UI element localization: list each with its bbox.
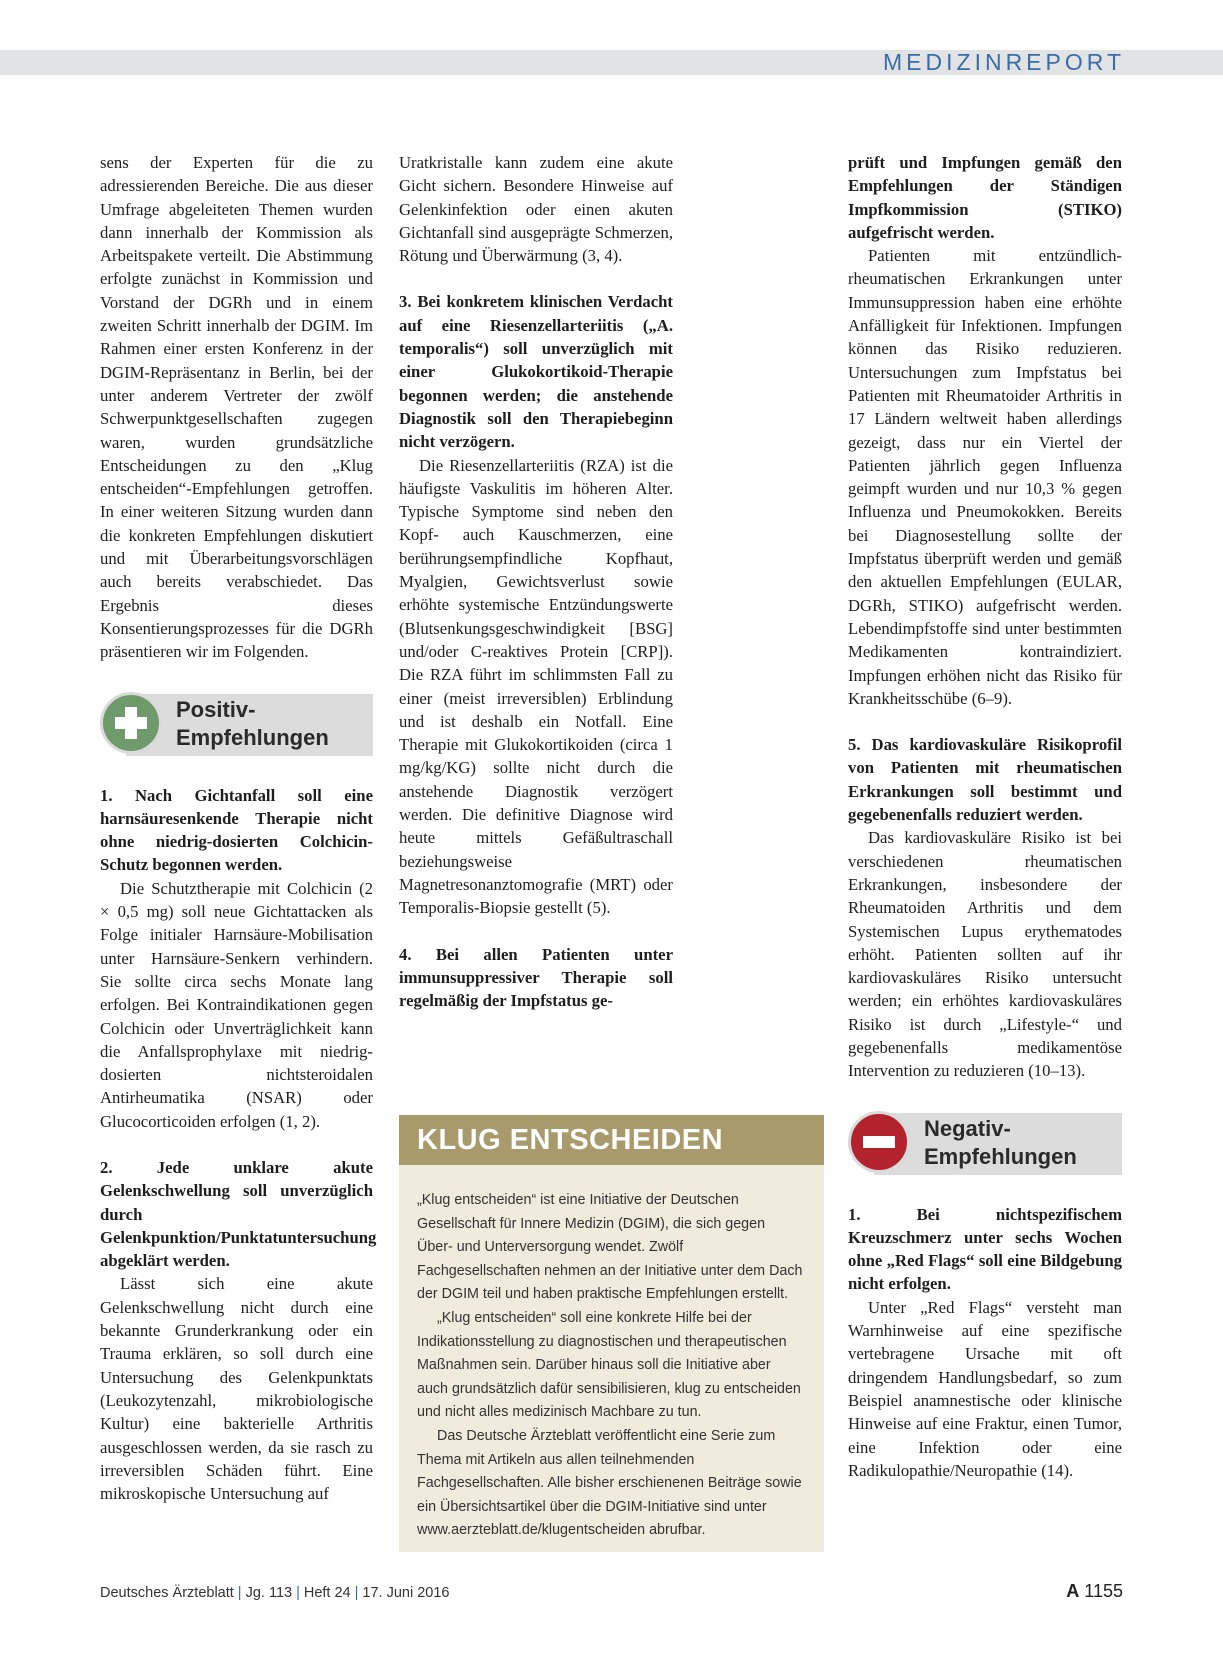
- page-value: 1155: [1084, 1581, 1123, 1601]
- klug-entscheiden-box: [399, 1115, 824, 1552]
- klug-paragraph-3: Das Deutsche Ärzteblatt veröffentlicht eine Serie zum Thema mit Artikeln aus allen teilnehmenden Fachgesellschaften. Alle bisher erschienenen Beiträge sowie ein Übersichtsartikel über die DGIM-Initiative sind unter www.aerzteblatt.de/klugentscheiden abrufbar.: [417, 1427, 802, 1539]
- page-number: [1066, 1581, 1123, 1602]
- klug-entscheiden-title: KLUG ENTSCHEIDEN: [399, 1115, 824, 1165]
- recommendation-3-heading: 3. Bei konkretem klinischen Verdacht auf eine Riesenzellarteriitis („A. temporalis“) soll unverzüglich mit einer Glukokortikoid-Therapie begonnen werden; die anstehende Diagnostik soll den Therapiebeginn nicht verzögern.: [399, 292, 673, 452]
- recommendation-1-heading: 1. Nach Gichtanfall soll eine harnsäuresenkende Therapie nicht ohne niedrig-dosierten Colchicin-Schutz begonnen werden.: [100, 785, 373, 875]
- section-title: MEDIZINREPORT: [883, 49, 1125, 75]
- page-prefix: A: [1066, 1581, 1080, 1601]
- negative-recommendations-badge: [848, 1111, 1122, 1173]
- recommendation-3-text: Die Riesenzellarteriitis (RZA) ist die häufigste Vaskulitis im höheren Alter. Typische Symptome sind neben den Kopf- auch Kauschmerzen, eine berührungsempfindliche Kopfhaut, Myalgien, Gewichtsverlust sowie erhöhte systemische Entzündungswerte (Blutsenkungsgeschwindigkeit [BSG] und/oder C-reaktives Protein [CRP]). Die RZA führt im schlimmsten Fall zu einer (meist irreversiblen) Erblindung und ist deshalb ein Notfall. Eine Therapie mit Glukokortikoiden (circa 1 mg/kg/KG) sollte nicht durch die anstehende Diagnostik verzögert werden. Die definitive Diagnose wird heute mittels Gefäßultraschall beziehungsweise Magnetresonanztomografie (MRT) oder Temporalis-Biopsie gestellt (5).: [399, 455, 673, 918]
- intro-paragraph: sens der Experten für die zu adressierenden Bereiche. Die aus dieser Umfrage abgeleiteten Themen wurden dann innerhalb der Kommission als Arbeitspakete verteilt. Die Abstimmung erfolgte zunächst in Kommission und Vorstand der DGRh und in einem zweiten Schritt innerhalb der DGIM. Im Rahmen einer ersten Konferenz in der DGIM-Repräsentanz in Berlin, bei der unter anderem Vertreter der zwölf Schwerpunktgesellschaften zugegen waren, wurden grundsätzliche Entscheidungen zu den „Klug entscheiden“-Empfehlungen getroffen. In einer weiteren Sitzung wurden dann die konkreten Empfehlungen diskutiert und mit Überarbeitungsvorschlägen auch bereits verabschiedet. Das Ergebnis dieses Konsentierungsprozesses für die DGRh präsentieren wir im Folgenden.: [100, 153, 373, 662]
- recommendation-4-heading: 4. Bei allen Patienten unter immunsuppressiver Therapie soll regelmäßig der Impfstatus ge-: [399, 944, 673, 1011]
- badge-label-line1: Negativ-: [924, 1115, 1011, 1141]
- klug-paragraph-2: „Klug entscheiden“ soll eine konkrete Hilfe bei der Indikationsstellung zu diagnostischen und therapeutischen Maßnahmen sein. Darüber hinaus soll die Initiative aber auch grundsätzlich dafür sensibilisieren, klug zu entscheiden und nicht alles medizinisch Machbare zu tun.: [417, 1309, 801, 1421]
- volume: Jg. 113: [245, 1585, 293, 1601]
- recommendation-1-text: Die Schutztherapie mit Colchicin (2 × 0,5 mg) soll neue Gichtattacken als Folge initialer Harnsäure-Mobilisation unter Harnsäure-Senkern verhindern. Sie sollte circa sechs Monate lang erfolgen. Bei Kontraindikationen gegen Colchicin oder Unverträglichkeit kann die Anfallsprophylaxe mit niedrig-dosierten nichtsteroidalen Antirheumatika (NSAR) oder Glucocorticoiden erfolgen (1, 2).: [100, 878, 373, 1131]
- column-2: [399, 151, 673, 1012]
- recommendation-5-heading: 5. Das kardiovaskuläre Risikoprofil von Patienten mit rheumatischen Erkrankungen soll bestimmt und gegebenenfalls reduziert werden.: [848, 735, 1122, 825]
- recommendation-4-continuation: prüft und Impfungen gemäß den Empfehlungen der Ständigen Impfkommission (STIKO) aufgefrischt werden.: [848, 153, 1122, 242]
- badge-label-line1: Positiv-: [176, 696, 256, 722]
- klug-entscheiden-body: [399, 1165, 824, 1543]
- separator: |: [237, 1585, 242, 1601]
- minus-icon: [848, 1111, 910, 1173]
- footer: [100, 1585, 449, 1601]
- separator: |: [354, 1585, 359, 1601]
- badge-label-line2: Empfehlungen: [924, 1143, 1077, 1169]
- separator: |: [296, 1585, 300, 1601]
- column-3: [848, 151, 1122, 1482]
- recommendation-2-continuation: Uratkristalle kann zudem eine akute Gicht sichern. Besondere Hinweise auf Gelenkinfektion oder einen akuten Gichtanfall sind ausgeprägte Schmerzen, Rötung und Überwärmung (3, 4).: [399, 153, 673, 266]
- issue-date: 17. Juni 2016: [362, 1585, 450, 1601]
- negative-recommendation-1-heading: 1. Bei nichtspezifischem Kreuzschmerz unter sechs Wochen ohne „Red Flags“ soll eine Bildgebung nicht erfolgen.: [848, 1204, 1122, 1294]
- badge-label: [924, 1115, 1077, 1171]
- recommendation-2-text: Lässt sich eine akute Gelenkschwellung nicht durch eine bekannte Grunderkrankung oder ein Trauma erklären, so soll durch eine Untersuchung des Gelenkpunktats (Leukozytenzahl, mikrobiologische Kultur) eine bakterielle Arthritis ausgeschlossen werden, da sie rasch zu irreversiblen Schäden führt. Eine mikroskopische Untersuchung auf: [100, 1274, 373, 1504]
- journal-name: Deutsches Ärzteblatt: [100, 1585, 234, 1601]
- recommendation-2-heading: 2. Jede unklare akute Gelenkschwellung soll unverzüglich durch Gelenkpunktion/Punktatuntersuchung abgeklärt werden.: [100, 1157, 377, 1271]
- negative-recommendation-1-text: Unter „Red Flags“ versteht man Warnhinweise auf eine spezifische vertebragene Ursache mit oft dringendem Handlungsbedarf, so zum Beispiel anamnestische oder klinische Hinweise auf eine Fraktur, einen Tumor, eine Infektion oder eine Radikulopathie/Neuropathie (14).: [848, 1297, 1122, 1480]
- issue: Heft 24: [303, 1585, 351, 1601]
- plus-icon: [100, 692, 162, 754]
- recommendation-4-text: Patienten mit entzündlich-rheumatischen Erkrankungen unter Immunsuppression haben eine erhöhte Anfälligkeit für Infektionen. Impfungen können das Risiko reduzieren. Untersuchungen zum Impfstatus bei Patienten mit Rheumatoider Arthritis in 17 Ländern weltweit haben allerdings gezeigt, dass nur ein Viertel der Patienten jährlich gegen Influenza geimpft wurden und nur 10,3 % gegen Influenza und Pneumokokken. Bereits bei Diagnosestellung sollte der Impfstatus überprüft werden und gemäß den aktuellen Empfehlungen (EULAR, DGRh, STIKO) aufgefrischt werden. Lebendimpfstoffe sind unter bestimmten Medikamenten kontraindiziert. Impfungen erhöhen nicht das Risiko für Krankheitsschübe (6–9).: [848, 246, 1122, 708]
- klug-paragraph-1: „Klug entscheiden“ ist eine Initiative der Deutschen Gesellschaft für Innere Medizin (DGIM), die sich gegen Über- und Unterversorgung wendet. Zwölf Fachgesellschaften nehmen an der Initiative unter dem Dach der DGIM teil und haben praktische Empfehlungen erstellt.: [417, 1192, 803, 1303]
- badge-label-line2: Empfehlungen: [176, 724, 329, 750]
- column-1: [100, 151, 377, 1505]
- badge-label: [176, 696, 329, 752]
- positive-recommendations-badge: [100, 692, 373, 754]
- recommendation-5-text: Das kardiovaskuläre Risiko ist bei verschiedenen rheumatischen Erkrankungen, insbesondere der Rheumatoiden Arthritis und dem Systemischen Lupus erythematodes erhöht. Patienten sollten auf ihr kardiovaskuläres Risiko untersucht werden; ein erhöhtes kardiovaskuläres Risiko ist durch „Lifestyle-“ und gegebenenfalls medikamentöse Intervention zu reduzieren (10–13).: [848, 828, 1122, 1081]
